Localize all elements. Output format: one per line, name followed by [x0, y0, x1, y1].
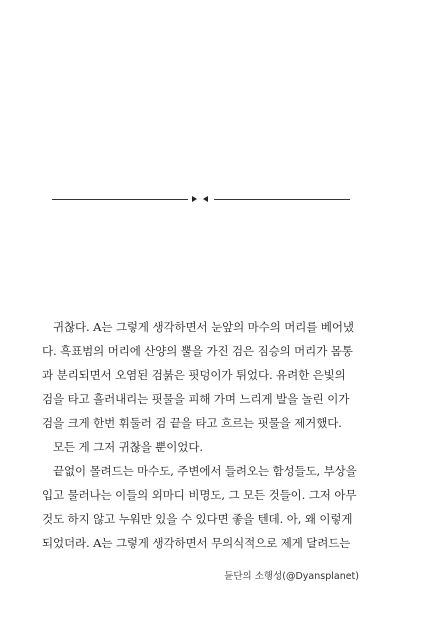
text-line: 모든 게 그저 귀찮을 뿐이었다. — [53, 440, 203, 454]
story-text — [42, 315, 364, 555]
triangle-right-icon — [192, 196, 197, 202]
divider-line-left — [52, 199, 188, 200]
text-line: 검을 타고 흘러내리는 핏물을 피해 가며 느리게 발을 놀린 이가 — [42, 392, 350, 406]
text-line: 것도 하지 않고 누워만 있을 수 있다면 좋을 텐데. 아, 왜 이렇게 — [42, 512, 353, 526]
text-line: 입고 물러나는 이들의 외마디 비명도, 그 모든 것들이. 그저 아무 — [42, 488, 357, 502]
text-line: 귀찮다. A는 그렇게 생각하면서 눈앞의 마수의 머리를 베어냈 — [53, 320, 354, 334]
text-line: 과 분리되면서 오염된 검붉은 핏덩이가 튀었다. 유려한 은빛의 — [42, 368, 346, 382]
author-credit: 듄단의 소행성(@Dyansplanet) — [224, 571, 359, 582]
text-line: 끝없이 몰려드는 마수도, 주변에서 들려오는 함성들도, 부상을 — [53, 464, 357, 478]
text-line: 검을 크게 한번 휘둘러 검 끝을 타고 흐르는 핏물을 제거했다. — [42, 416, 342, 430]
divider-line-right — [214, 199, 350, 200]
section-divider — [52, 194, 350, 204]
text-line: 다. 흑표범의 머리에 산양의 뿔을 가진 검은 짐승의 머리가 몸통 — [42, 344, 353, 358]
triangle-left-icon — [203, 196, 208, 202]
text-line: 되었더라. A는 그렇게 생각하면서 무의식적으로 제게 달려드는 — [42, 536, 351, 550]
